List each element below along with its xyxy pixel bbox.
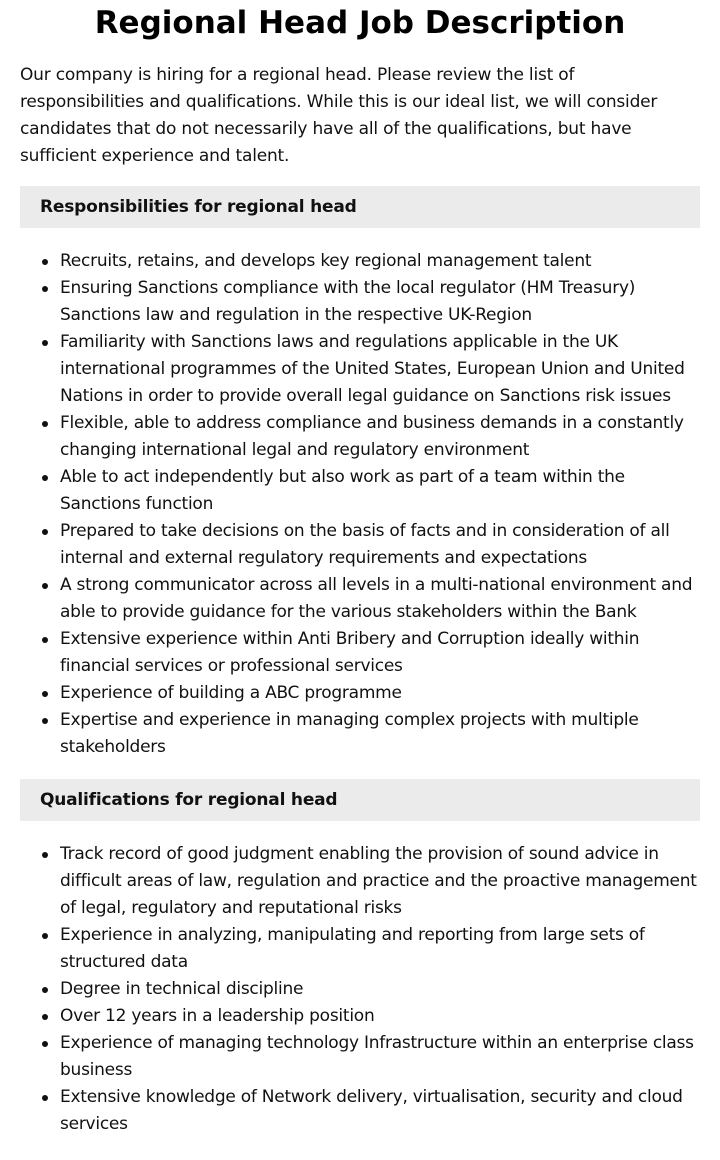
- bullet-icon: [42, 852, 48, 858]
- list-item: [60, 1030, 700, 1084]
- list-item: [60, 707, 700, 761]
- list-item-text: Experience of managing technology Infrastructure within an enterprise class business: [60, 1033, 694, 1080]
- bullet-icon: [42, 529, 48, 535]
- bullet-icon: [42, 421, 48, 427]
- list-item-text: Extensive knowledge of Network delivery, virtualisation, security and cloud services: [60, 1087, 683, 1134]
- list-item-text: Track record of good judgment enabling the provision of sound advice in difficult areas of law, regulation and practice and the proactive management of legal, regulatory and reputational risks: [60, 844, 697, 918]
- qualifications-heading: Qualifications for regional head: [20, 779, 700, 821]
- list-item: [60, 841, 700, 922]
- list-item: [60, 1003, 700, 1030]
- list-item-text: Ensuring Sanctions compliance with the local regulator (HM Treasury) Sanctions law and regulation in the respective UK-Region: [60, 278, 636, 325]
- page-title: Regional Head Job Description: [94, 5, 626, 41]
- list-item: [60, 329, 700, 410]
- responsibilities-heading: Responsibilities for regional head: [20, 186, 700, 228]
- bullet-icon: [42, 259, 48, 265]
- intro-paragraph: Our company is hiring for a regional head. Please review the list of responsibilities and qualifications. While this is our ideal list, we will consider candidates that do not necessarily have all of the qualifications, but have sufficient experience and talent.: [20, 65, 658, 166]
- list-item-text: A strong communicator across all levels in a multi-national environment and able to provide guidance for the various stakeholders within the Bank: [60, 575, 693, 622]
- list-item-text: Flexible, able to address compliance and business demands in a constantly changing international legal and regulatory environment: [60, 413, 684, 460]
- bullet-icon: [42, 1014, 48, 1020]
- qualifications-list: [20, 841, 700, 1138]
- list-item-text: Experience in analyzing, manipulating and reporting from large sets of structured data: [60, 925, 645, 972]
- bullet-icon: [42, 1095, 48, 1101]
- list-item-text: Familiarity with Sanctions laws and regulations applicable in the UK international programmes of the United States, European Union and United Nations in order to provide overall legal guidance on Sanctions risk issues: [60, 332, 685, 406]
- bullet-icon: [42, 475, 48, 481]
- bullet-icon: [42, 933, 48, 939]
- list-item-text: Expertise and experience in managing complex projects with multiple stakeholders: [60, 710, 639, 757]
- bullet-icon: [42, 637, 48, 643]
- list-item: [60, 248, 700, 275]
- bullet-icon: [42, 286, 48, 292]
- list-item: [60, 518, 700, 572]
- list-item: [60, 410, 700, 464]
- bullet-icon: [42, 987, 48, 993]
- list-item-text: Over 12 years in a leadership position: [60, 1006, 375, 1026]
- bullet-icon: [42, 718, 48, 724]
- list-item: [60, 680, 700, 707]
- bullet-icon: [42, 1041, 48, 1047]
- list-item: [60, 464, 700, 518]
- list-item: [60, 1084, 700, 1138]
- list-item-text: Extensive experience within Anti Bribery and Corruption ideally within financial services or professional services: [60, 629, 640, 676]
- list-item-text: Able to act independently but also work as part of a team within the Sanctions function: [60, 467, 625, 514]
- list-item-text: Prepared to take decisions on the basis of facts and in consideration of all internal and external regulatory requirements and expectations: [60, 521, 670, 568]
- list-item: [60, 275, 700, 329]
- bullet-icon: [42, 691, 48, 697]
- list-item-text: Degree in technical discipline: [60, 979, 304, 999]
- list-item: [60, 976, 700, 1003]
- list-item-text: Experience of building a ABC programme: [60, 683, 402, 703]
- responsibilities-list: [20, 248, 700, 761]
- bullet-icon: [42, 583, 48, 589]
- bullet-icon: [42, 340, 48, 346]
- list-item: [60, 572, 700, 626]
- list-item: [60, 922, 700, 976]
- list-item: [60, 626, 700, 680]
- list-item-text: Recruits, retains, and develops key regional management talent: [60, 251, 592, 271]
